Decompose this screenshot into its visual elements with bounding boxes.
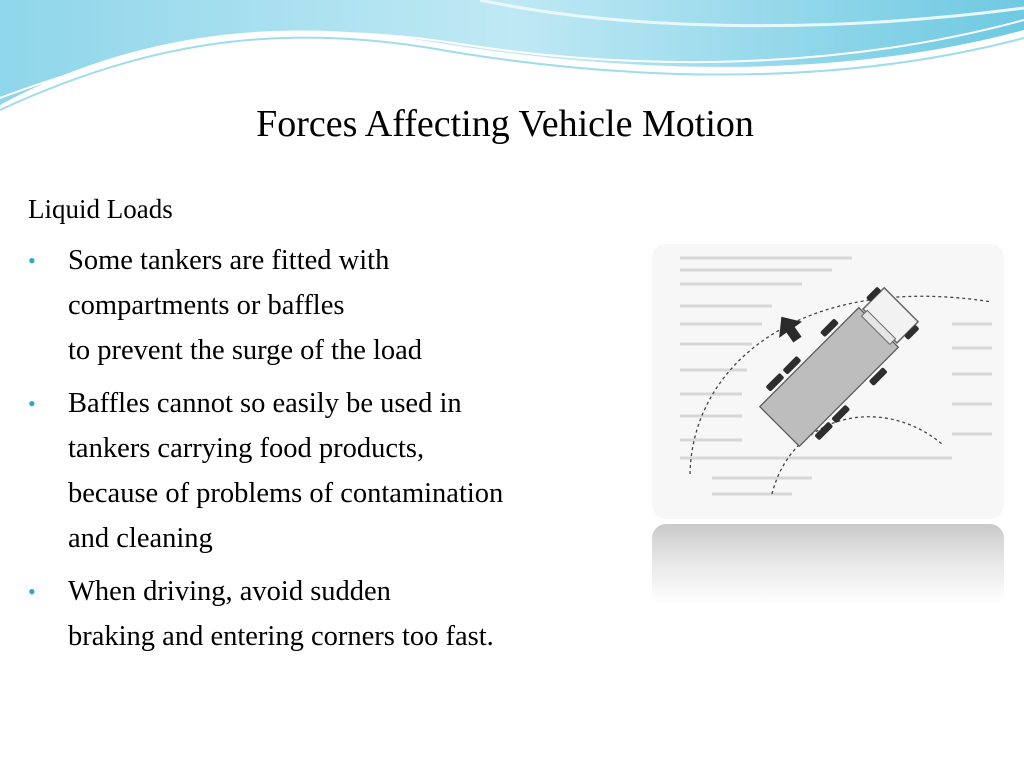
section-subheading: Liquid Loads [28, 194, 173, 224]
bullet-line: because of problems of contamination [68, 478, 504, 509]
bullet-line: to prevent the surge of the load [68, 335, 423, 366]
bullet-line: tankers carrying food products, [68, 433, 425, 464]
bullet-icon: • [28, 248, 36, 273]
direction-arrow-icon [770, 309, 809, 348]
bullet-line: Some tankers are fitted with [68, 245, 390, 276]
bullet-item [28, 381, 628, 561]
bullet-line: braking and entering corners too fast. [68, 621, 494, 652]
bullet-line: When driving, avoid sudden [68, 576, 391, 607]
bullet-line: and cleaning [68, 523, 213, 554]
bullet-icon: • [28, 391, 36, 416]
image-reflection [652, 524, 1004, 604]
bullet-line: compartments or baffles [68, 290, 345, 321]
bullet-item [28, 238, 628, 373]
tanker-diagram-image [652, 244, 1004, 519]
slide-title: Forces Affecting Vehicle Motion [256, 103, 754, 145]
bullet-icon: • [28, 579, 36, 604]
bullet-item [28, 569, 628, 659]
tanker-truck-cornering-icon [652, 244, 1004, 519]
bullet-list [28, 238, 628, 667]
bullet-line: Baffles cannot so easily be used in [68, 388, 462, 419]
